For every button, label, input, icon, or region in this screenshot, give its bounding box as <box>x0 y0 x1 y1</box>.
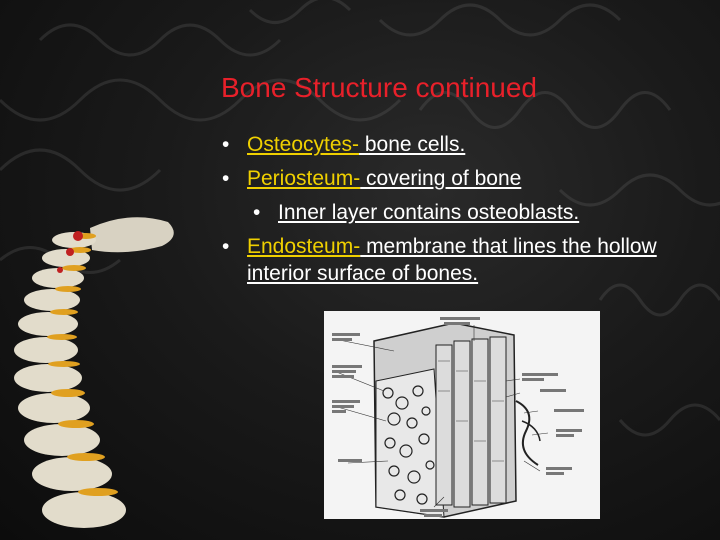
term-periosteum: Periosteum- <box>247 167 361 190</box>
desc-endosteum: membrane that lines the hollow interior surface of bones. <box>247 235 657 285</box>
bullet-dot: • <box>222 167 230 190</box>
bullet-endosteum <box>222 233 682 287</box>
bullet-inner-layer <box>222 199 682 226</box>
spine-image <box>0 200 200 540</box>
desc-periosteum: covering of bone <box>360 167 522 190</box>
desc-inner-layer: Inner layer contains osteoblasts. <box>278 201 580 224</box>
bullet-dot: • <box>222 133 230 156</box>
desc-osteocytes: bone cells. <box>359 133 466 156</box>
bullet-dot: • <box>222 235 230 258</box>
term-osteocytes: Osteocytes- <box>247 133 360 156</box>
bone-diagram-image <box>324 311 600 519</box>
term-endosteum: Endosteum- <box>247 235 361 258</box>
bullet-osteocytes <box>222 131 682 158</box>
slide-title: Bone Structure continued <box>221 72 537 103</box>
bullet-periosteum <box>222 165 682 192</box>
bullet-dot: • <box>253 201 261 224</box>
bullet-list <box>222 131 682 294</box>
